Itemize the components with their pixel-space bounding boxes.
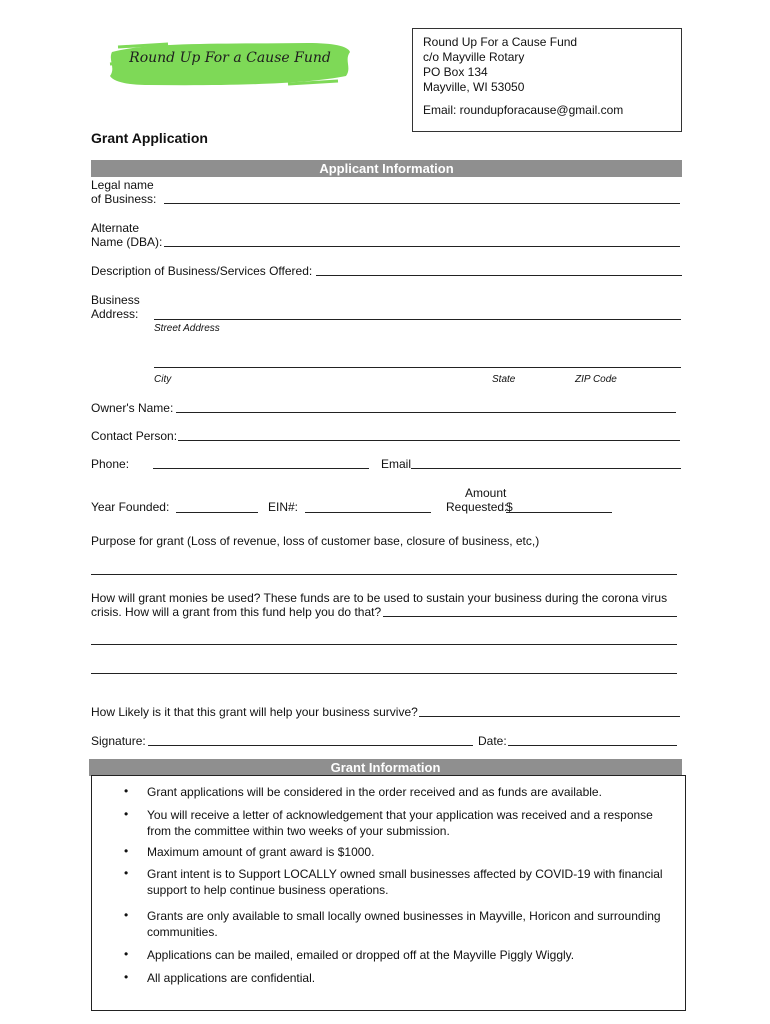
signature-label: Signature: (91, 734, 146, 748)
description-field[interactable] (316, 275, 682, 276)
owner-name-label: Owner's Name: (91, 401, 174, 415)
grant-info-item: Grant intent is to Support LOCALLY owned small businesses affected by COVID-19 with financial support to help continue business operations. (147, 867, 663, 897)
grant-info-item: Grants are only available to small locally owned businesses in Mayville, Horicon and surrounding communities. (147, 909, 661, 939)
alt-name-label-1: Alternate (91, 221, 140, 235)
bullet-icon: • (124, 947, 129, 961)
address-box (412, 28, 682, 132)
how-used-field-1[interactable] (383, 616, 677, 617)
grant-info-item: Applications can be mailed, emailed or dropped off at the Mayville Piggly Wiggly. (147, 948, 575, 962)
grant-info-item: You will receive a letter of acknowledgement that your application was received and a response from the committee within two weeks of your submission. (147, 808, 653, 838)
ein-field[interactable] (305, 512, 431, 513)
purpose-field[interactable] (91, 574, 677, 575)
likely-label: How Likely is it that this grant will help your business survive? (91, 705, 418, 719)
fund-logo (108, 38, 352, 90)
legal-name-field[interactable] (164, 203, 680, 204)
city-state-zip-field[interactable] (154, 367, 681, 368)
likely-field[interactable] (419, 716, 680, 717)
business-address-label-1: Business (91, 293, 140, 307)
email-label: Email (381, 457, 412, 471)
amount-requested-field[interactable] (506, 512, 612, 513)
date-label: Date: (478, 734, 507, 748)
address-line-4: Mayville, WI 53050 (423, 80, 525, 94)
phone-field[interactable] (153, 468, 369, 469)
amount-label-1: Amount (465, 486, 507, 500)
address-email: Email: roundupforacause@gmail.com (423, 103, 624, 117)
contact-person-field[interactable] (178, 440, 680, 441)
owner-name-field[interactable] (176, 412, 676, 413)
dollar-sign: $ (506, 500, 513, 514)
alt-name-label-2: Name (DBA): (91, 235, 163, 249)
city-caption: City (154, 374, 172, 385)
how-used-label-1: How will grant monies be used? These funds are to be used to sustain your business during the corona virus (91, 591, 668, 605)
grant-info-item: Maximum amount of grant award is $1000. (147, 845, 375, 859)
street-address-caption: Street Address (154, 323, 220, 334)
year-founded-label: Year Founded: (91, 500, 170, 514)
how-used-label-2: crisis. How will a grant from this fund help you do that? (91, 605, 382, 619)
year-founded-field[interactable] (176, 512, 258, 513)
how-used-field-2[interactable] (91, 644, 677, 645)
contact-person-label: Contact Person: (91, 429, 178, 443)
street-address-field[interactable] (154, 319, 681, 320)
business-address-label-2: Address: (91, 307, 139, 321)
applicant-info-header: Applicant Information (91, 160, 682, 177)
signature-field[interactable] (148, 745, 473, 746)
date-field[interactable] (508, 745, 677, 746)
bullet-icon: • (124, 970, 129, 984)
bullet-icon: • (124, 844, 129, 858)
logo-text: Round Up For a Cause Fund (129, 50, 331, 66)
purpose-label: Purpose for grant (Loss of revenue, loss of customer base, closure of business, etc,) (91, 534, 540, 548)
address-line-3: PO Box 134 (423, 65, 488, 79)
alt-name-field[interactable] (164, 246, 680, 247)
amount-label-2: Requested: (446, 500, 508, 514)
bullet-icon: • (124, 784, 129, 798)
how-used-field-3[interactable] (91, 673, 677, 674)
legal-name-label-1: Legal name (91, 178, 154, 192)
description-label: Description of Business/Services Offered: (91, 264, 313, 278)
bullet-icon: • (124, 908, 129, 922)
legal-name-label-2: of Business: (91, 192, 157, 206)
phone-label: Phone: (91, 457, 130, 471)
zip-caption: ZIP Code (575, 374, 617, 385)
address-line-1: Round Up For a Cause Fund (423, 35, 578, 49)
page-title: Grant Application (91, 130, 208, 146)
ein-label: EIN#: (268, 500, 299, 514)
grant-info-header: Grant Information (89, 759, 682, 776)
grant-info-item: Grant applications will be considered in the order received and as funds are available. (147, 785, 602, 799)
bullet-icon: • (124, 807, 129, 821)
grant-info-item: All applications are confidential. (147, 971, 316, 985)
address-line-2: c/o Mayville Rotary (423, 50, 525, 64)
bullet-icon: • (124, 866, 129, 880)
state-caption: State (492, 374, 516, 385)
email-field[interactable] (411, 468, 681, 469)
